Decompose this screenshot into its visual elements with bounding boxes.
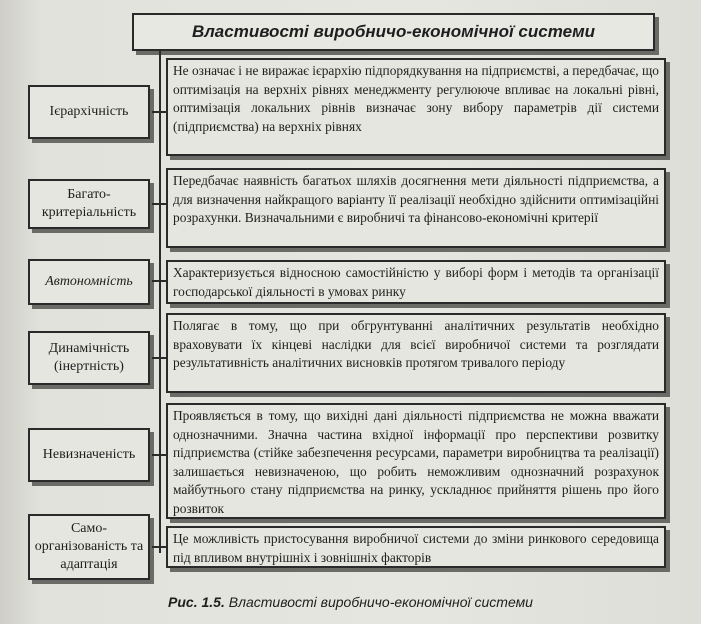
figure-caption [0,594,701,610]
connector-line [152,357,166,359]
description-hierarchy: Не означає і не виражає ієрархію підпорядкування на підприємстві, а передбачає, що оптимізація на верхніх рівнях менеджменту регулююче впливає на локальні рівні, оптимізація локальних рівнів визначає зону вибору параметрів дії системи (підприємства) на верхніх рівнях [166,58,666,156]
description-dynamism: Полягає в тому, що при обгрунтуванні аналітичних результатів необхідно враховувати їх кінцеві наслідки для всієї виробничої системи та розглядати результативність аналітичних висновків протягом тривалого періоду [166,313,666,393]
description-multicriteria: Передбачає наявність багатьох шляхів досягнення мети діяльності підприємства, а для визначення найкращого варіанту її реалізації необхідно здійснити оптимізаційні розрахунки. Визначальними є виробничі та фінансово-економічні критерії [166,168,666,248]
connector-line [152,111,166,113]
property-dynamism: Динамічність (інертність) [28,331,150,385]
connector-line [152,203,166,205]
caption-text: Властивості виробничо-економічної системи [228,594,533,610]
description-autonomy: Характеризується відносною самостійністю у виборі форм і методів та організації господарської діяльності в умовах ринку [166,260,666,304]
description-self-organization: Це можливість пристосування виробничої системи до зміни ринкового середовища під впливом внутрішніх і зовнішніх факторів [166,526,666,568]
property-multicriteria: Багато-критеріальність [28,179,150,229]
connector-spine [159,49,161,553]
connector-line [152,546,166,548]
caption-label: Рис. 1.5. [168,594,225,610]
property-self-organization: Само-організованість та адаптація [28,514,150,580]
property-hierarchy: Ієрархічність [28,85,150,139]
connector-line [152,454,166,456]
diagram-title: Властивості виробничо-економічної системи [132,13,655,51]
property-uncertainty: Невизначеність [28,428,150,482]
property-autonomy: Автономність [28,259,150,305]
connector-line [152,280,166,282]
description-uncertainty: Проявляється в тому, що вихідні дані діяльності підприємства не можна вважати однозначними. Значна частина вхідної інформації про перспективи розвитку підприємства (стійке забезпечення ресурсами, параметри виробництва та реалізації) залишається невизначеною, що робить неможливим однозначний розрахунок майбутнього стану підприємства на ринку, ускладнює прийняття рішень про його розвиток [166,403,666,519]
